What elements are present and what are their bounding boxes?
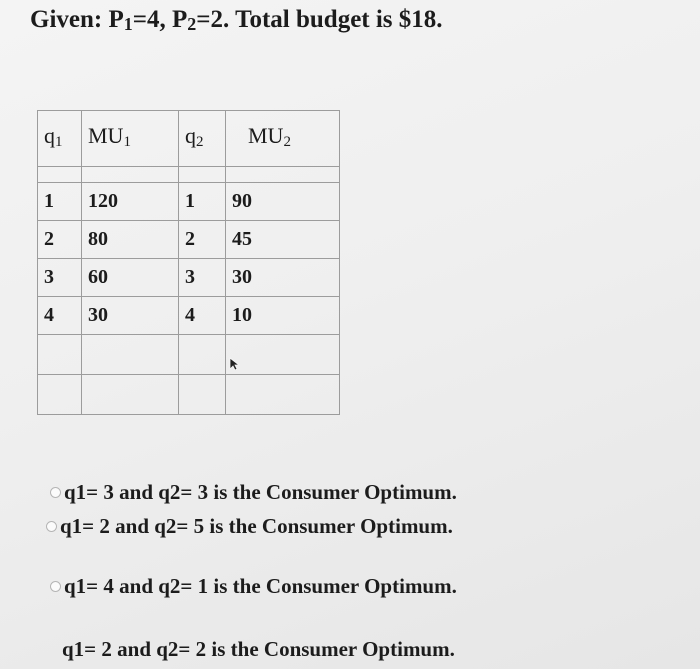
empty-cell: [179, 335, 226, 375]
given-statement: [30, 6, 443, 35]
empty-cell: [82, 375, 179, 415]
empty-cell: [179, 375, 226, 415]
option-4-text: q1= 2 and q2= 2 is the Consumer Optimum.: [62, 637, 455, 661]
header-mu2: [226, 111, 340, 167]
table-cell: 30: [226, 259, 340, 297]
option-1-text: q1= 3 and q2= 3 is the Consumer Optimum.: [64, 480, 457, 504]
spacer-cell: [82, 167, 179, 183]
p1-subscript: 1: [123, 14, 133, 34]
option-3[interactable]: [50, 574, 457, 599]
header-q2-sub: 2: [196, 133, 204, 150]
marginal-utility-table: [37, 110, 340, 415]
header-mu2-label: MU: [248, 122, 284, 148]
table-spacer-row: [38, 167, 340, 183]
radio-button-option-2[interactable]: [46, 521, 57, 532]
radio-button-option-3[interactable]: [50, 581, 61, 592]
empty-cell: [38, 335, 82, 375]
empty-cell: [226, 375, 340, 415]
spacer-cell: [179, 167, 226, 183]
option-2[interactable]: [46, 514, 453, 539]
table-cell: 1: [38, 183, 82, 221]
option-3-text: q1= 4 and q2= 1 is the Consumer Optimum.: [64, 574, 457, 598]
header-mu2-sub: 2: [283, 133, 291, 150]
table-row: [38, 297, 340, 335]
given-prefix: Given: P: [30, 6, 124, 33]
table-row-empty: [38, 375, 340, 415]
table-row-empty: [38, 335, 340, 375]
option-4[interactable]: [62, 637, 455, 662]
table-cell: 120: [82, 183, 179, 221]
given-p1-value: =4, P: [132, 6, 188, 33]
table-header-row: [38, 111, 340, 167]
table-row: [38, 183, 340, 221]
table-cell: 30: [82, 297, 179, 335]
table-cell: 2: [179, 221, 226, 259]
header-mu1: [82, 111, 179, 167]
table-cell: 10: [226, 297, 340, 335]
table-cell: 4: [38, 297, 82, 335]
header-q1-sub: 1: [55, 133, 63, 150]
radio-button-option-1[interactable]: [50, 487, 61, 498]
header-q1-label: q: [44, 122, 55, 148]
table-cell: 60: [82, 259, 179, 297]
option-1[interactable]: [50, 480, 457, 505]
mouse-cursor-icon: [229, 357, 241, 371]
spacer-cell: [38, 167, 82, 183]
header-mu1-sub: 1: [123, 133, 131, 150]
given-p2-budget: =2. Total budget is $18.: [196, 6, 443, 33]
empty-cell: [38, 375, 82, 415]
table-row: [38, 259, 340, 297]
table-cell: 90: [226, 183, 340, 221]
p2-subscript: 2: [187, 14, 197, 34]
table-cell: 1: [179, 183, 226, 221]
table-row: [38, 221, 340, 259]
header-mu1-label: MU: [88, 122, 124, 148]
table-cell: 80: [82, 221, 179, 259]
spacer-cell: [226, 167, 340, 183]
empty-cell: [226, 335, 340, 375]
header-q2-label: q: [185, 122, 196, 148]
option-2-text: q1= 2 and q2= 5 is the Consumer Optimum.: [60, 514, 453, 538]
table-cell: 3: [38, 259, 82, 297]
empty-cell: [82, 335, 179, 375]
table-cell: 3: [179, 259, 226, 297]
header-q2: [179, 111, 226, 167]
table-cell: 45: [226, 221, 340, 259]
header-q1: [38, 111, 82, 167]
table-cell: 4: [179, 297, 226, 335]
table-cell: 2: [38, 221, 82, 259]
